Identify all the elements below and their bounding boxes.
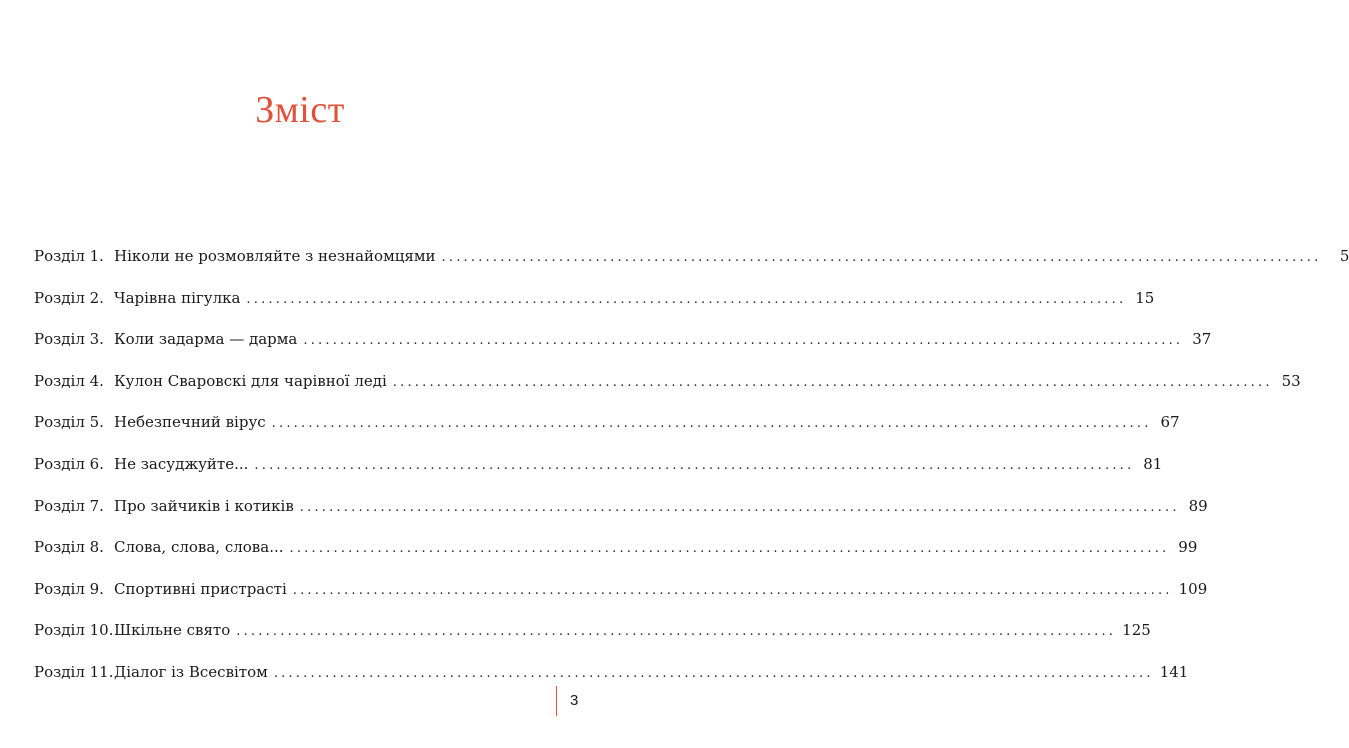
page-number: 81 [1143,454,1163,473]
dot-leader: ........................................................................................................................ [299,499,1180,515]
chapter-title: Шкільне свято [114,621,231,640]
chapter-label: Розділ 10. [34,621,114,640]
chapter-title: Не засуджуйте... [114,454,249,473]
chapter-label: Розділ 7. [34,496,104,515]
dot-leader: ........................................................................................................................ [392,374,1273,390]
page-number: 5 [1339,247,1349,265]
page-number: 37 [1192,330,1212,349]
dot-leader: ........................................................................................................................ [254,457,1135,473]
chapter-label: Розділ 2. [34,288,104,307]
dot-leader: ........................................................................................................................ [441,250,1322,265]
page-folio: 3 [570,692,579,709]
page-title: Зміст [255,89,345,131]
page-number: 109 [1178,579,1208,598]
toc-entry[interactable] [34,329,1212,371]
page-number: 141 [1159,662,1189,681]
chapter-title: Коли задарма — дарма [114,330,298,349]
page-number: 125 [1122,621,1151,640]
dot-leader: ........................................................................................................................ [292,582,1173,598]
toc-entry[interactable] [34,620,1151,662]
chapter-label: Розділ 1. [34,247,104,265]
toc-entry[interactable] [34,288,1155,330]
chapter-title: Спортивні пристрасті [114,579,287,598]
chapter-title: Ніколи не розмовляйте з незнайомцями [114,247,436,265]
toc-entry[interactable] [34,496,1208,538]
dot-leader: ........................................................................................................................ [271,416,1152,432]
dot-leader: ........................................................................................................................ [236,624,1117,640]
toc-entry[interactable] [34,662,1189,704]
page-number: 67 [1160,413,1180,432]
table-of-contents [34,246,1349,704]
chapter-label: Розділ 6. [34,454,104,473]
page-number: 89 [1188,496,1208,515]
dot-leader: ........................................................................................................................ [289,541,1170,557]
chapter-label: Розділ 8. [34,538,104,557]
toc-entry[interactable] [34,371,1301,413]
dot-leader: ........................................................................................................................ [246,291,1127,307]
page-number: 99 [1178,538,1198,557]
toc-entry[interactable] [34,246,1349,288]
page-number: 15 [1135,288,1155,307]
toc-entry[interactable] [34,537,1198,579]
chapter-label: Розділ 11. [34,662,114,681]
dot-leader: ........................................................................................................................ [303,333,1184,349]
toc-entry[interactable] [34,579,1208,621]
chapter-title: Слова, слова, слова... [114,538,284,557]
chapter-label: Розділ 3. [34,330,104,349]
chapter-title: Про зайчиків і котиків [114,496,294,515]
folio-divider [556,686,557,716]
chapter-title: Небезпечний вірус [114,413,266,432]
chapter-title: Діалог із Всесвітом [114,662,268,681]
toc-entry[interactable] [34,454,1163,496]
page-number: 53 [1281,371,1301,390]
toc-entry[interactable] [34,412,1180,454]
chapter-title: Чарівна пігулка [114,288,241,307]
chapter-label: Розділ 4. [34,371,104,390]
dot-leader: ........................................................................................................................ [273,665,1154,681]
chapter-label: Розділ 9. [34,579,104,598]
chapter-label: Розділ 5. [34,413,104,432]
chapter-title: Кулон Сваровскі для чарівної леді [114,371,387,390]
